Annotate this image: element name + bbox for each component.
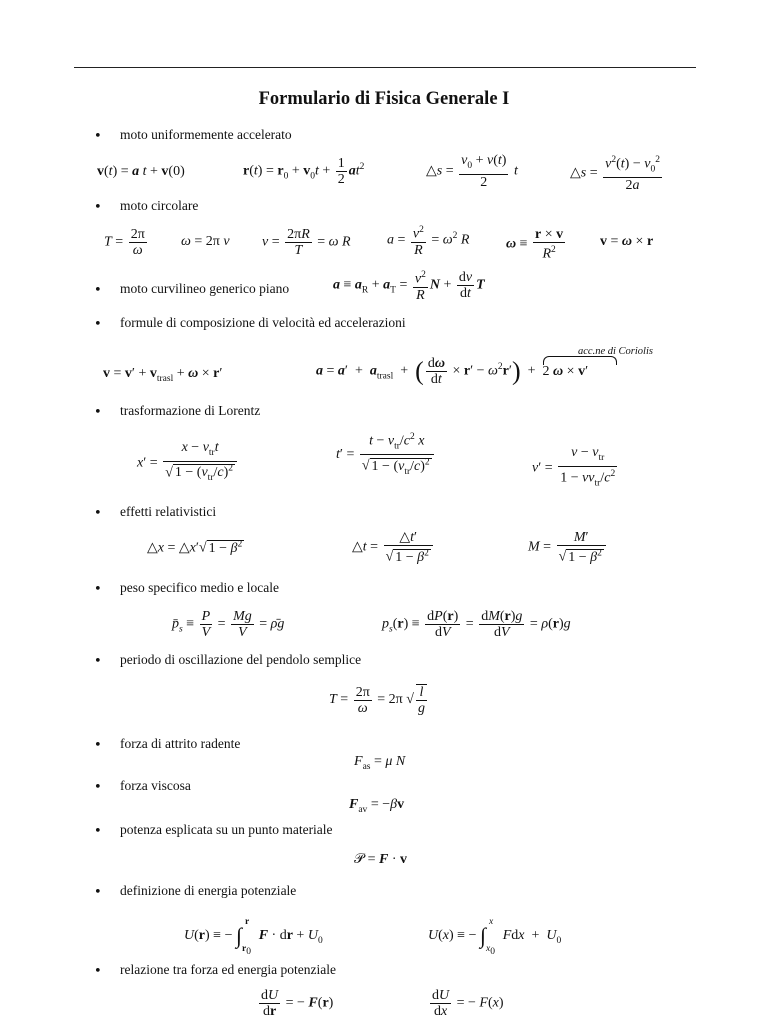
equation: $F_{as} = \mu$ N (354, 754, 406, 772)
section-label: moto curvilineo generico piano (120, 281, 290, 296)
bullet: • (94, 780, 102, 795)
bullet: • (94, 824, 102, 839)
equation: △x = △x′√ $1 - \beta^2$ (147, 539, 243, 556)
bullet: • (94, 654, 102, 669)
equation: a = $\frac{v^2}{R}$ = $\omega^2$ R (387, 225, 470, 258)
equation: $F_{av} = -\beta v$ (349, 797, 405, 815)
coriolis-label: acc.ne di Coriolis (578, 346, 653, 357)
equation: x′ = $\frac{x - v_{tr}t}{√ 1 - (v_{tr}/c)^2}$ (137, 440, 239, 486)
equation: △s = $\frac{v_0 + v(t)}{2}$ t (426, 153, 518, 190)
equation: M = $\frac{M'}{√ 1 - \beta^2}$ (528, 530, 608, 565)
equation: T = $\frac{2\pi}{\omega}$ = 2π √ $\frac{l}{g}$ (329, 684, 425, 716)
equation: $v = v' + v_{trasl} + \omega \times r'$ (103, 366, 223, 384)
bullet: • (94, 885, 102, 900)
equation: U(x) ≡ − $\int_{x_0}^x$ Fdx + $U_0$ (428, 916, 562, 957)
section-label: moto uniformemente accelerato (120, 127, 292, 142)
equation: v′ = $\frac{v - v_{tr}}{1 - vv_{tr}/c^2}$ (532, 445, 616, 489)
equation: △s = $\frac{v^2(t) - v_0^2}{2a}$ (570, 155, 660, 194)
section-label: relazione tra forza ed energia potenziale (120, 962, 336, 977)
equation: $r(t) = r_0 + v_0t$ + $\frac{1}{2}$ $at^2$ (243, 156, 365, 187)
section-label: effetti relativistici (120, 504, 217, 519)
section-label: forza viscosa (120, 778, 191, 793)
bullet: • (94, 283, 102, 298)
equation: v(t) = a t + v(0) (97, 164, 185, 179)
equation: t′ = $\frac{t - v_{tr}/c^2 x}{√ 1 - (v_{tr}/c)^2}$ (336, 430, 436, 480)
bullet: • (94, 964, 102, 979)
section-label: potenza esplicata su un punto materiale (120, 822, 333, 837)
section-label: periodo di oscillazione del pendolo semplice (120, 652, 362, 667)
equation: ω = 2π ν (181, 234, 230, 249)
bullet: • (94, 506, 102, 521)
equation: $a = a' + a_{trasl}$ + ( $\frac{d\omega}{dt}$ × $r' - \omega^2r'$) + 2 ω × v′ (316, 356, 588, 387)
top-rule (74, 67, 696, 68)
bullet: • (94, 317, 102, 332)
equation: v = $\frac{2\pi R}{T}$ = ω R (262, 227, 351, 258)
bullet: • (94, 582, 102, 597)
section-label: trasformazione di Lorentz (120, 403, 261, 418)
section-label: forza di attrito radente (120, 736, 241, 751)
section-label: definizione di energia potenziale (120, 883, 297, 898)
bullet: • (94, 129, 102, 144)
equation: $a \equiv a_R + a_T$ = $\frac{v^2}{R}$ N + $\frac{dv}{dt}$ T (333, 269, 485, 303)
equation: △t = $\frac{\triangle t'}{√ 1 - \beta^2}$ (352, 530, 435, 565)
section-label: moto circolare (120, 198, 199, 213)
section-label: peso specifico medio e locale (120, 580, 279, 595)
section-label: formule di composizione di velocità ed accelerazioni (120, 315, 406, 330)
equation: $p̄_s$ ≡ $\frac{P}{V}$ = $\frac{Mg}{V}$ = ρ̄g (172, 609, 285, 640)
equation: $\frac{dU}{dr}$ = − F(r) (261, 988, 334, 1019)
equation: $\frac{dU}{dx}$ = − F(x) (432, 988, 504, 1019)
bullet: • (94, 200, 102, 215)
equation: U(r) ≡ − $\int_{r_0}^r$ F · dr + $U_0$ (184, 916, 323, 957)
bullet: • (94, 738, 102, 753)
page-title: Formulario di Fisica Generale I (258, 89, 510, 109)
equation: T = $\frac{2\pi}{\omega}$ (104, 227, 145, 258)
equation: 𝒫 = F · v (354, 852, 408, 867)
equation: $p_s(r)$ ≡ $\frac{dP(r)}{dV}$ = $\frac{dM(r)g}{dV}$ = ρ(r)g (382, 609, 571, 640)
bullet: • (94, 405, 102, 420)
equation: v = ω × r (600, 234, 654, 249)
equation: ω ≡ $\frac{r \times v}{R^2}$ (506, 227, 564, 262)
